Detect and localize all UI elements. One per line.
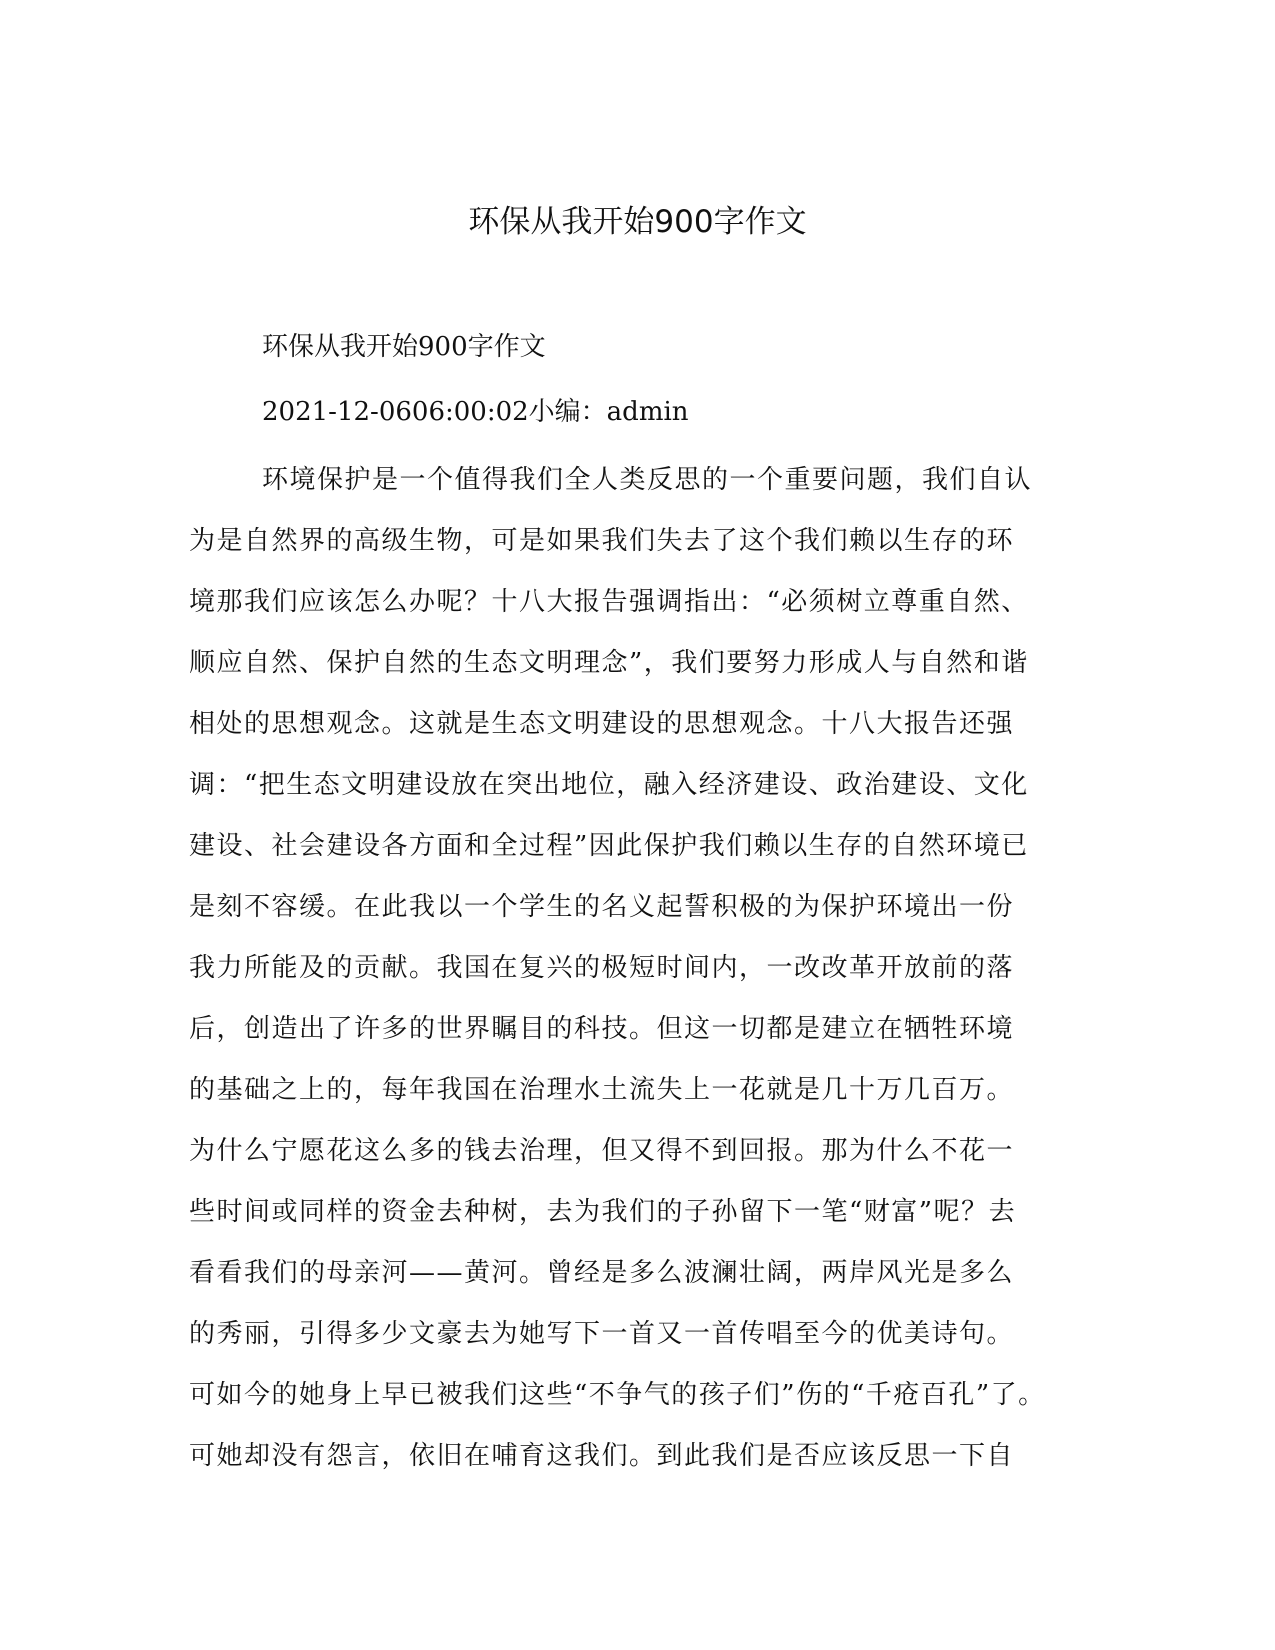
article-subtitle: 环保从我开始900字作文: [262, 332, 546, 362]
body-line: 为是自然界的高级生物，可是如果我们失去了这个我们赖以生存的环: [189, 526, 1015, 556]
body-line: 环境保护是一个值得我们全人类反思的一个重要问题，我们自认: [262, 465, 1033, 495]
body-line: 的秀丽，引得多少文豪去为她写下一首又一首传唱至今的优美诗句。: [189, 1319, 1015, 1349]
body-line: 是刻不容缓。在此我以一个学生的名义起誓积极的为保护环境出一份: [189, 892, 1015, 922]
article-body: [189, 450, 1071, 1487]
body-line: 后，创造出了许多的世界瞩目的科技。但这一切都是建立在牺牲环境: [189, 1014, 1015, 1044]
body-line: 境那我们应该怎么办呢？十八大报告强调指出：“必须树立尊重自然、: [189, 587, 1029, 617]
body-line: 可如今的她身上早已被我们这些“不争气的孩子们”伤的“千疮百孔”了。: [189, 1380, 1046, 1410]
article-meta: 2021-12-0606:00:02小编：admin: [262, 397, 689, 427]
body-line: 可她却没有怨言，依旧在哺育这我们。到此我们是否应该反思一下自: [189, 1441, 1015, 1471]
body-line: 调：“把生态文明建设放在突出地位，融入经济建设、政治建设、文化: [189, 770, 1029, 800]
body-line: 为什么宁愿花这么多的钱去治理，但又得不到回报。那为什么不花一: [189, 1136, 1015, 1166]
body-line: 建设、社会建设各方面和全过程”因此保护我们赖以生存的自然环境已: [189, 831, 1029, 861]
body-line: 顺应自然、保护自然的生态文明理念”，我们要努力形成人与自然和谐: [189, 648, 1029, 678]
body-line: 相处的思想观念。这就是生态文明建设的思想观念。十八大报告还强: [189, 709, 1015, 739]
body-line: 的基础之上的，每年我国在治理水土流失上一花就是几十万几百万。: [189, 1075, 1015, 1105]
document-title: 环保从我开始900字作文: [468, 204, 807, 240]
body-line: 我力所能及的贡献。我国在复兴的极短时间内，一改改革开放前的落: [189, 953, 1015, 983]
body-line: 些时间或同样的资金去种树，去为我们的子孙留下一笔“财富”呢？去: [189, 1197, 1017, 1227]
body-line: 看看我们的母亲河——黄河。曾经是多么波澜壮阔，两岸风光是多么: [189, 1258, 1015, 1288]
